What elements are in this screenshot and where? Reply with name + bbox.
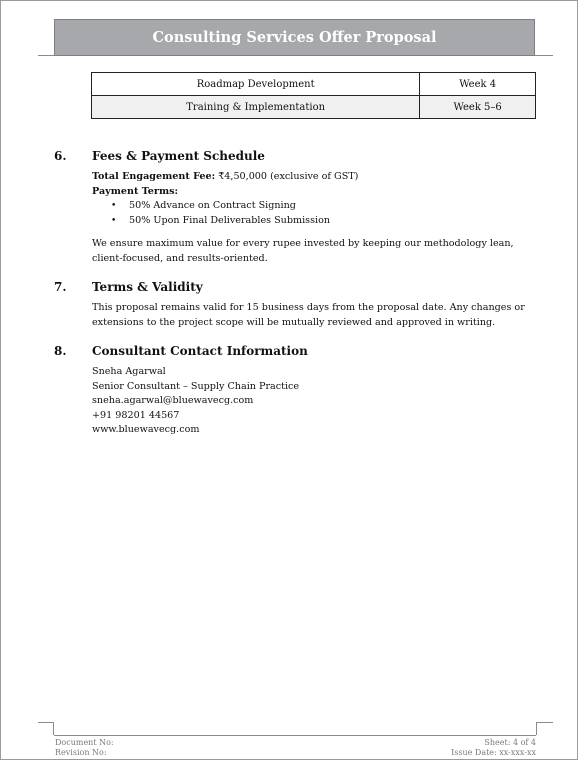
contact-email[interactable]: sneha.agarwal@bluewavecg.com [92, 395, 254, 406]
document-title-banner [54, 19, 535, 56]
table-cell-duration: Week 5–6 [420, 96, 536, 119]
fees-paragraph: We ensure maximum value for every rupee invested by keeping our methodology lean, client-focused, and results-oriented. [92, 238, 514, 264]
terms-paragraph: This proposal remains valid for 15 business days from the proposal date. Any changes or extensions to the project scope will be mutually reviewed and approved in writing. [92, 302, 525, 328]
footer-rule-right [536, 722, 537, 735]
contact-name: Sneha Agarwal [92, 366, 166, 377]
section-number: 7. [54, 280, 67, 294]
footer-corner-left [38, 722, 53, 723]
contact-body [92, 365, 532, 438]
list-item: • 50% Upon Final Deliverables Submission [92, 214, 532, 229]
table-row [92, 73, 536, 96]
fee-value: ₹4,50,000 (exclusive of GST) [215, 171, 359, 182]
contact-phone: +91 98201 44567 [92, 409, 180, 421]
list-item: • 50% Advance on Contract Signing [92, 199, 532, 214]
table-cell-phase: Roadmap Development [92, 73, 420, 96]
table-cell-phase: Training & Implementation [92, 96, 420, 119]
section-title-contact: Consultant Contact Information [92, 344, 308, 358]
header-rule-left [38, 55, 54, 56]
fee-line [92, 170, 532, 185]
footer-corner-right [536, 722, 553, 723]
revision-number: Revision No: [55, 748, 107, 757]
section-number: 6. [54, 149, 67, 163]
sheet-number: Sheet: 4 of 4 [484, 738, 536, 747]
fee-label: Total Engagement Fee: [92, 171, 216, 182]
document-number: Document No: [55, 738, 114, 747]
issue-date: Issue Date: xx-xxx-xx [451, 748, 536, 757]
section-number: 8. [54, 344, 67, 358]
terms-label: Payment Terms: [92, 185, 179, 197]
terms-body [92, 301, 532, 330]
section-title-fees: Fees & Payment Schedule [92, 149, 265, 163]
contact-website[interactable]: www.bluewavecg.com [92, 424, 200, 435]
footer-rule-left [53, 722, 54, 735]
table-row [92, 96, 536, 119]
payment-terms-list [92, 199, 532, 228]
timeline-table [91, 72, 536, 119]
document-title: Consulting Services Offer Proposal [152, 29, 437, 46]
header-rule-right [535, 55, 553, 56]
footer-right [451, 738, 536, 758]
section-title-terms: Terms & Validity [92, 280, 203, 294]
table-cell-duration: Week 4 [420, 73, 536, 96]
footer-left [55, 738, 114, 758]
fees-body [92, 170, 532, 266]
footer-rule [54, 735, 536, 736]
contact-role: Senior Consultant – Supply Chain Practice [92, 380, 300, 392]
